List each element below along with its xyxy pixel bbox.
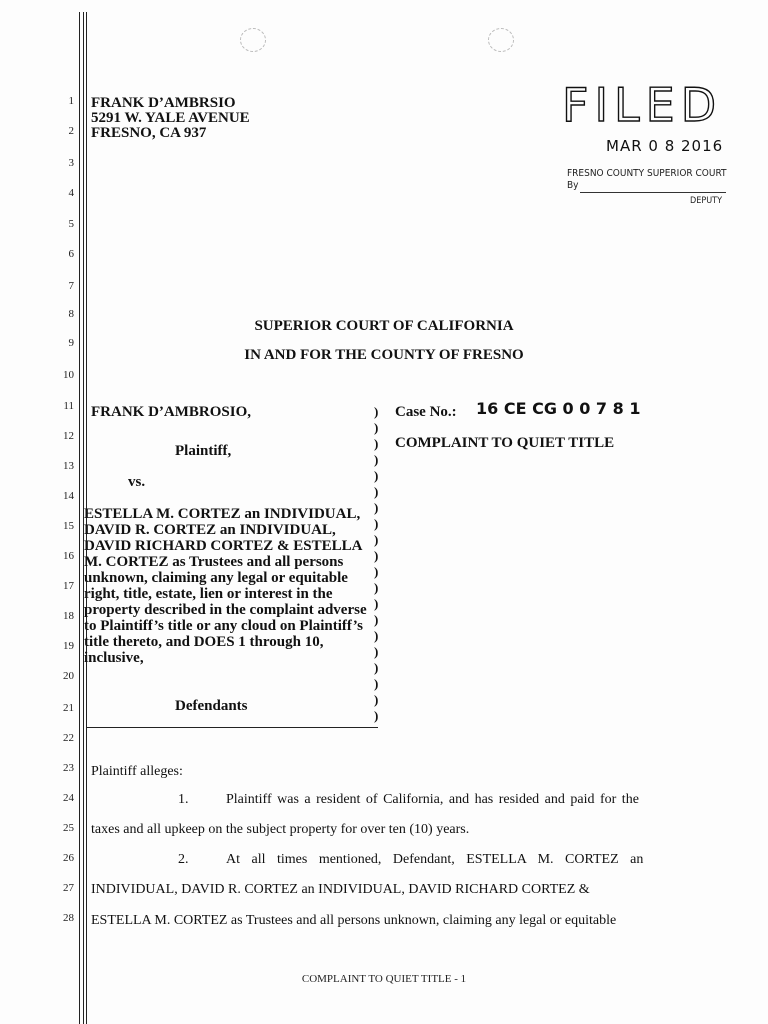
line-number: 12 [63, 430, 74, 442]
caption-paren: ) [374, 532, 379, 547]
caption-paren: ) [374, 404, 379, 419]
attorney-address: 5291 W. YALE AVENUE [91, 110, 250, 126]
caption-paren: ) [374, 516, 379, 531]
plaintiff-label: Plaintiff, [175, 443, 232, 459]
caption-paren: ) [374, 612, 379, 627]
defendants-line: inclusive, [84, 650, 144, 666]
defendants-line: title thereto, and DOES 1 through 10, [84, 634, 324, 650]
caption-paren: ) [374, 420, 379, 435]
paragraph-2-line: At all times mentioned, Defendant, ESTELLA M. CORTEZ an [226, 852, 644, 867]
line-number: 13 [63, 460, 74, 472]
defendants-line: M. CORTEZ as Trustees and all persons [84, 554, 344, 570]
case-number: 16 CE CG 0 0 7 8 1 [476, 399, 641, 418]
caption-paren: ) [374, 580, 379, 595]
line-number: 22 [63, 732, 74, 744]
page-footer: COMPLAINT TO QUIET TITLE - 1 [301, 973, 467, 985]
defendants-line: DAVID RICHARD CORTEZ & ESTELLA [84, 538, 363, 554]
caption-paren: ) [374, 676, 379, 691]
line-number: 7 [68, 280, 74, 292]
line-number: 2 [68, 125, 74, 137]
paragraph-1-line: Plaintiff was a resident of California, and has resided and paid for the [226, 792, 639, 807]
filed-stamp: FILED [562, 78, 723, 132]
attorney-city: FRESNO, CA 937 [91, 125, 207, 141]
caption-paren: ) [374, 452, 379, 467]
line-number: 19 [63, 640, 74, 652]
line-number: 14 [63, 490, 74, 502]
defendants-line: property described in the complaint adverse [84, 602, 367, 618]
paragraph-2-line: INDIVIDUAL, DAVID R. CORTEZ an INDIVIDUAL, DAVID RICHARD CORTEZ & [91, 882, 590, 897]
line-number: 10 [63, 369, 74, 381]
caption-paren: ) [374, 548, 379, 563]
caption-paren: ) [374, 628, 379, 643]
left-rule-1 [79, 12, 80, 1024]
line-number: 28 [63, 912, 74, 924]
line-number: 23 [63, 762, 74, 774]
line-number: 6 [68, 248, 74, 260]
case-number-label: Case No.: [395, 404, 457, 420]
line-number: 11 [63, 400, 74, 412]
attorney-name: FRANK D’AMBRSIO [91, 95, 236, 111]
filed-by-label: By [567, 180, 579, 191]
line-number: 3 [68, 157, 74, 169]
paragraph-1-line: taxes and all upkeep on the subject property for over ten (10) years. [91, 822, 470, 837]
caption-paren: ) [374, 644, 379, 659]
caption-paren: ) [374, 596, 379, 611]
line-number: 26 [63, 852, 74, 864]
caption-paren: ) [374, 436, 379, 451]
caption-paren: ) [374, 484, 379, 499]
intro-text: Plaintiff alleges: [91, 764, 183, 779]
defendants-line: DAVID R. CORTEZ an INDIVIDUAL, [84, 522, 336, 538]
line-number: 18 [63, 610, 74, 622]
paragraph-2-line: ESTELLA M. CORTEZ as Trustees and all persons unknown, claiming any legal or equitable [91, 913, 617, 928]
line-number: 25 [63, 822, 74, 834]
defendants-line: right, title, estate, lien or interest in the [84, 586, 333, 602]
line-number: 1 [68, 95, 74, 107]
defendants-line: ESTELLA M. CORTEZ an INDIVIDUAL, [84, 506, 361, 522]
caption-paren: ) [374, 468, 379, 483]
line-number: 20 [63, 670, 74, 682]
line-number: 5 [68, 218, 74, 230]
caption-bottom-rule [86, 727, 378, 728]
filed-court: FRESNO COUNTY SUPERIOR COURT [567, 168, 727, 179]
line-number: 9 [68, 337, 74, 349]
line-number: 8 [68, 308, 74, 320]
court-county: IN AND FOR THE COUNTY OF FRESNO [244, 347, 524, 363]
caption-paren: ) [374, 692, 379, 707]
caption-paren: ) [374, 564, 379, 579]
line-number: 15 [63, 520, 74, 532]
paragraph-1-number: 1. [178, 792, 189, 807]
caption-paren: ) [374, 708, 379, 723]
filed-deputy: DEPUTY [690, 196, 723, 206]
defendants-label: Defendants [175, 698, 248, 714]
punch-mark-left [240, 28, 266, 52]
document-title: COMPLAINT TO QUIET TITLE [395, 435, 615, 451]
punch-mark-right [488, 28, 514, 52]
line-number: 21 [63, 702, 74, 714]
caption-paren: ) [374, 660, 379, 675]
defendants-line: unknown, claiming any legal or equitable [84, 570, 348, 586]
filed-date: MAR 0 8 2016 [606, 137, 724, 155]
caption-paren: ) [374, 500, 379, 515]
versus: vs. [128, 474, 146, 490]
filed-by-line [580, 192, 726, 193]
line-number: 4 [68, 187, 74, 199]
line-number: 27 [63, 882, 74, 894]
line-number: 17 [63, 580, 74, 592]
plaintiff-name: FRANK D’AMBROSIO, [91, 404, 251, 420]
line-number: 16 [63, 550, 74, 562]
line-number: 24 [63, 792, 74, 804]
court-name: SUPERIOR COURT OF CALIFORNIA [254, 318, 514, 334]
defendants-line: to Plaintiff’s title or any cloud on Plaintiff’s [84, 618, 364, 634]
paragraph-2-number: 2. [178, 852, 189, 867]
